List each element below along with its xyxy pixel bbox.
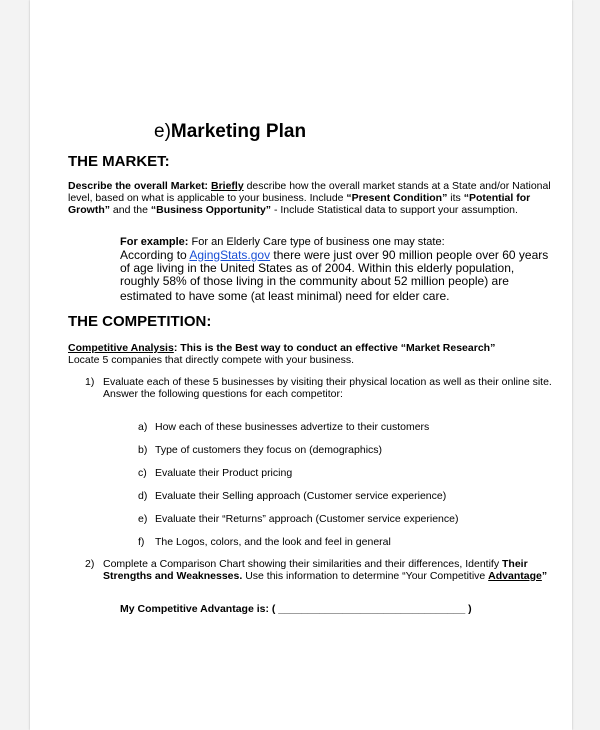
- sub-item-e-letter: e): [138, 513, 148, 525]
- item-2-line-2: [103, 570, 547, 582]
- item-2-line-2-text: Use this information to determine “Your Competitive: [242, 570, 489, 582]
- market-line-3: [68, 204, 518, 216]
- competitive-analysis-label: Competitive Analysis: [68, 342, 174, 354]
- market-label: Describe the overall Market:: [68, 180, 209, 192]
- market-briefly: Briefly: [210, 180, 244, 192]
- item-2-line-1: [103, 558, 528, 570]
- competitive-analysis-text: : This is the Best way to conduct an effective “Market Research”: [173, 342, 496, 354]
- competition-heading: THE COMPETITION:: [68, 313, 212, 330]
- page-title: [154, 121, 306, 143]
- market-heading: THE MARKET:: [68, 153, 170, 170]
- strengths-weaknesses: Strengths and Weaknesses.: [103, 570, 243, 582]
- sub-item-b-text: Type of customers they focus on (demographics): [155, 444, 383, 456]
- market-line-3-mid: and the: [110, 204, 151, 216]
- example-label: For example:: [120, 236, 189, 248]
- item-1-line-2: Answer the following questions for each competitor:: [103, 388, 343, 400]
- advantage-word: Advantage: [488, 570, 542, 582]
- agingstats-link[interactable]: AgingStats.gov: [189, 247, 271, 262]
- competition-line-1: [68, 342, 495, 354]
- market-line-3-rest: - Include Statistical data to support your assumption.: [271, 204, 518, 216]
- example-line-5: estimated to have some (at least minimal) need for elder care.: [120, 288, 450, 303]
- title-text: Marketing Plan: [170, 121, 307, 142]
- market-line-1: [68, 180, 551, 192]
- sub-item-f-letter: f): [138, 536, 145, 548]
- example-line-2: [120, 249, 548, 262]
- competition-line-2: Locate 5 companies that directly compete with your business.: [68, 354, 354, 366]
- sub-item-d-letter: d): [138, 490, 148, 502]
- competitive-advantage-field: My Competitive Advantage is: ( ________________________________ ): [120, 603, 472, 615]
- sub-item-c-text: Evaluate their Product pricing: [155, 467, 293, 479]
- market-line-2-mid: its: [447, 192, 464, 204]
- item-1-line-1: Evaluate each of these 5 businesses by visiting their physical location as well as their online site.: [103, 376, 552, 388]
- sub-item-d-text: Evaluate their Selling approach (Customer service experience): [155, 490, 447, 502]
- title-prefix: e): [154, 121, 171, 142]
- market-line-2: [68, 192, 530, 204]
- example-intro: For an Elderly Care type of business one may state:: [188, 236, 445, 248]
- document-page: [30, 0, 572, 730]
- sub-item-a-text: How each of these businesses advertize to their customers: [155, 421, 430, 433]
- sub-item-b-letter: b): [138, 444, 148, 456]
- example-line-2-start: According to: [120, 247, 190, 262]
- item-1-number: 1): [85, 376, 95, 388]
- potential-growth-start: “Potential for: [463, 192, 531, 204]
- business-opportunity: “Business Opportunity”: [150, 204, 272, 216]
- item-2-line-1-text: Complete a Comparison Chart showing their similarities and their differences, Identify: [103, 558, 502, 570]
- sub-item-e-text: Evaluate their “Returns” approach (Customer service experience): [155, 513, 459, 525]
- item-2-their: Their: [502, 558, 528, 570]
- example-line-3: of age living in the United States as of 2004. Within this elderly population,: [120, 260, 515, 275]
- item-2-number: 2): [85, 558, 95, 570]
- sub-item-a-letter: a): [138, 421, 148, 433]
- sub-item-c-letter: c): [138, 467, 147, 479]
- item-2-closing-quote: ”: [541, 570, 548, 582]
- market-line-2-text: level, based on what is applicable to your business. Include: [68, 192, 347, 204]
- sub-item-f-text: The Logos, colors, and the look and feel in general: [155, 536, 391, 548]
- example-line-2-rest: there were just over 90 million people over 60 years: [270, 247, 549, 262]
- market-line-1-rest: describe how the overall market stands at a State and/or National: [243, 180, 551, 192]
- present-condition: “Present Condition”: [346, 192, 448, 204]
- example-line-4: roughly 58% of those living in the community about 52 million people) are: [120, 273, 509, 288]
- example-block: [120, 236, 548, 303]
- potential-growth-end: Growth”: [68, 204, 110, 216]
